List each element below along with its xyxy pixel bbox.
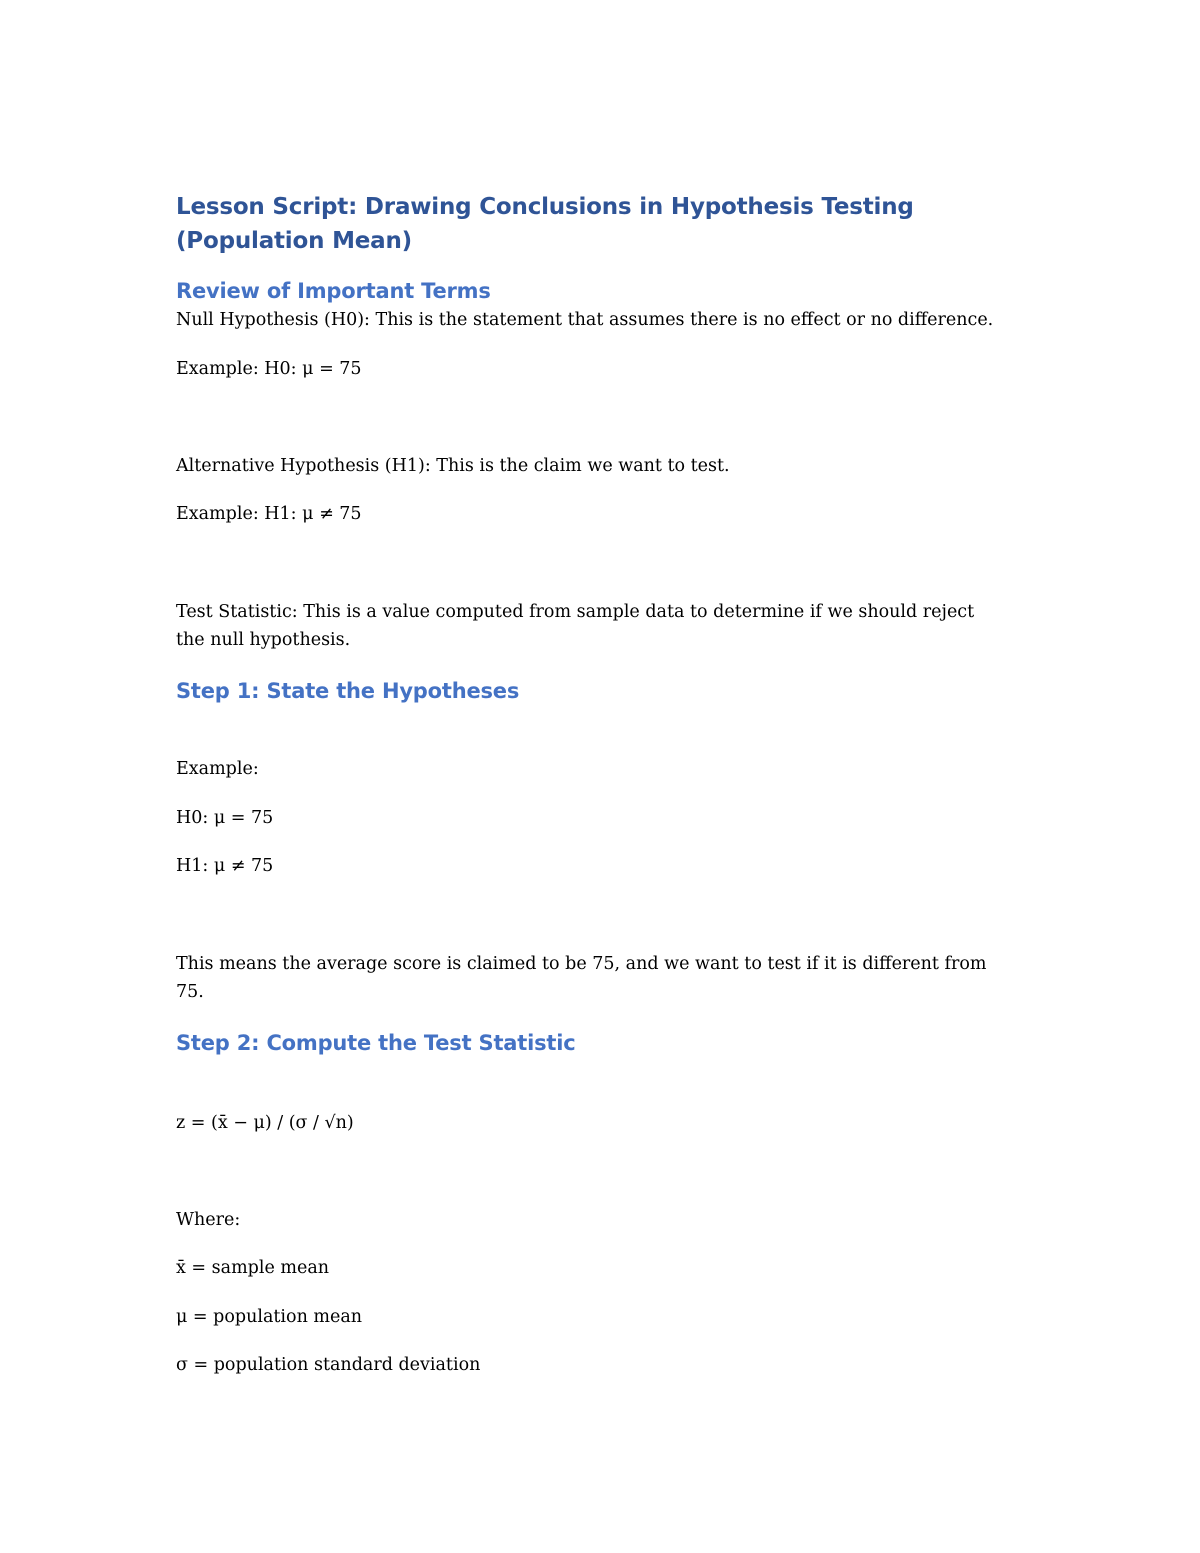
mu-definition: μ = population mean: [176, 1307, 363, 1327]
where-label: Where:: [176, 1210, 241, 1230]
page-title: Lesson Script: Drawing Conclusions in Hypothesis Testing (Population Mean): [176, 194, 914, 254]
null-hypothesis-example: Example: H0: μ = 75: [176, 359, 362, 379]
section-heading-step2: Step 2: Compute the Test Statistic: [176, 1031, 576, 1055]
section-heading-review: Review of Important Terms: [176, 279, 491, 303]
step1-h0: H0: μ = 75: [176, 808, 274, 828]
test-statistic-definition: Test Statistic: This is a value computed from sample data to determine if we should reject the null hypothesis.: [176, 602, 975, 650]
alternative-hypothesis-definition: Alternative Hypothesis (H1): This is the claim we want to test.: [176, 456, 730, 476]
section-heading-step1: Step 1: State the Hypotheses: [176, 679, 520, 703]
step1-h1: H1: μ ≠ 75: [176, 856, 274, 876]
test-statistic-formula: z = (x̄ − μ) / (σ / √n): [176, 1113, 354, 1133]
alternative-hypothesis-example: Example: H1: μ ≠ 75: [176, 504, 362, 524]
xbar-definition: x̄ = sample mean: [176, 1258, 330, 1278]
null-hypothesis-definition: Null Hypothesis (H0): This is the statement that assumes there is no effect or no difference.: [176, 310, 994, 330]
sigma-definition: σ = population standard deviation: [176, 1355, 481, 1375]
step1-explanation: This means the average score is claimed to be 75, and we want to test if it is different from 75.: [176, 954, 987, 1002]
step1-example-label: Example:: [176, 759, 259, 779]
